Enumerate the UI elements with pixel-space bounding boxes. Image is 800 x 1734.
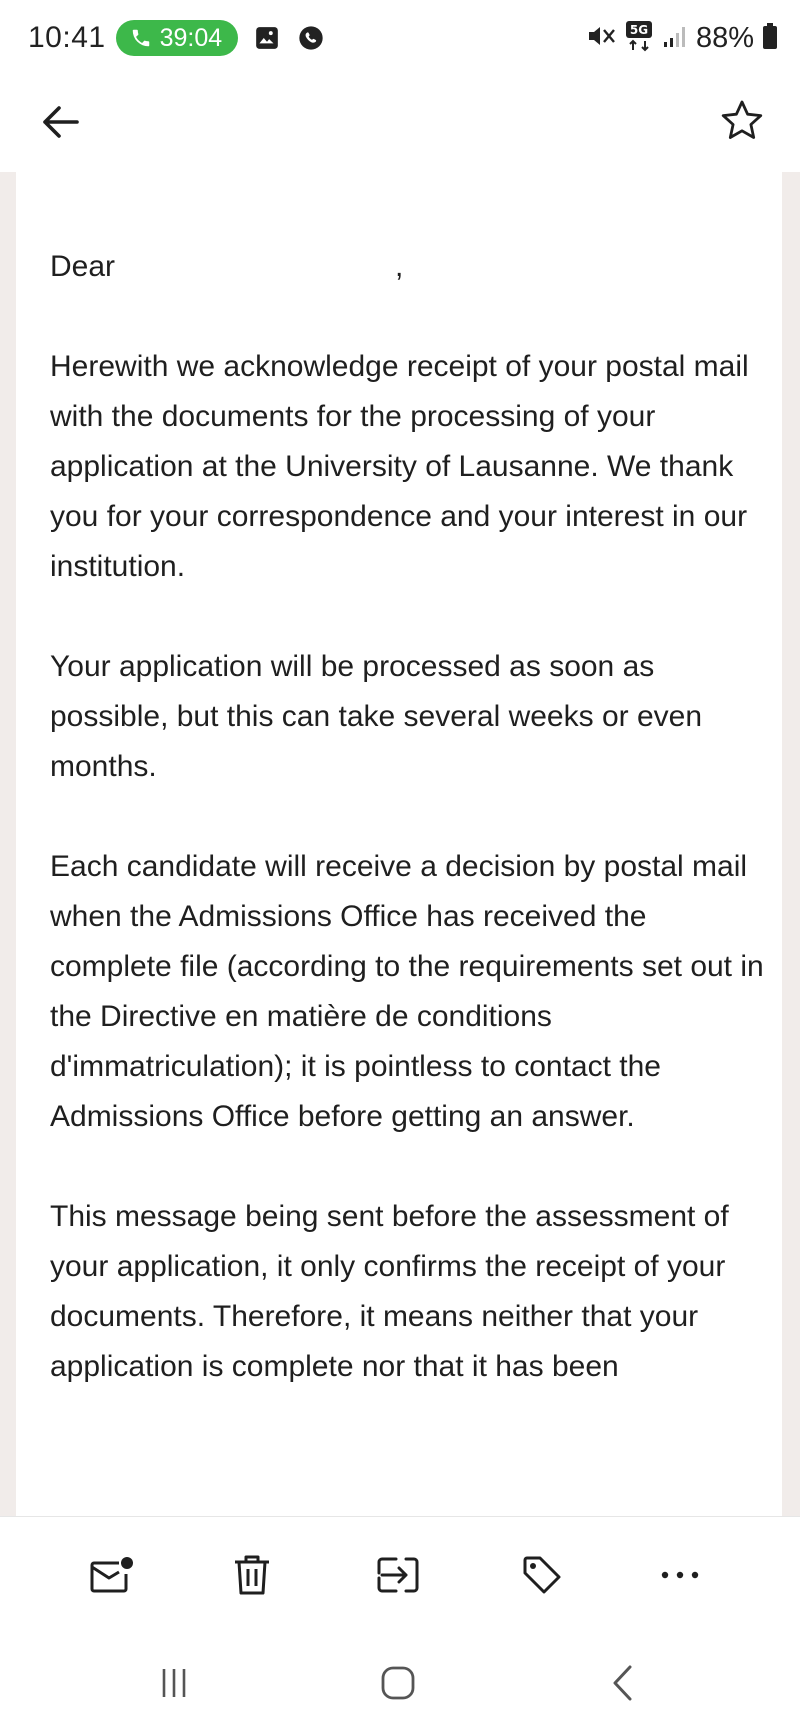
email-paragraph: This message being sent before the assessment of your application, it only confirms the receipt of your documents. Therefore, it means neither that your application is complete nor that it has been <box>50 1200 729 1383</box>
label-icon <box>521 1554 563 1596</box>
network-5g-label: 5G <box>629 22 649 37</box>
email-body-card[interactable] <box>16 172 782 1516</box>
clock: 10:41 <box>28 21 106 54</box>
move-icon <box>376 1555 420 1595</box>
star-icon <box>720 99 764 141</box>
status-bar <box>0 0 800 76</box>
more-icon <box>660 1570 700 1580</box>
phone-icon <box>130 27 152 49</box>
email-body <box>50 242 770 1392</box>
star-button[interactable] <box>716 94 768 146</box>
battery-percent: 88% <box>695 21 754 54</box>
whatsapp-icon <box>296 23 326 53</box>
email-paragraph: Your application will be processed as soon as possible, but this can take several weeks or even months. <box>50 650 703 783</box>
nav-back-button[interactable] <box>592 1658 652 1708</box>
mark-unread-icon <box>89 1555 135 1595</box>
greeting-line <box>50 242 770 292</box>
system-navigation-bar <box>0 1634 800 1734</box>
move-button[interactable] <box>368 1545 428 1605</box>
ongoing-call-chip[interactable] <box>116 20 239 56</box>
greeting-comma: , <box>395 250 404 283</box>
back-arrow-icon <box>41 105 79 139</box>
recent-apps-icon <box>158 1667 190 1699</box>
home-icon <box>380 1665 416 1701</box>
signal-icon <box>662 23 688 54</box>
email-paragraph: Herewith we acknowledge receipt of your postal mail with the documents for the processing of your application at the University of Lausanne. We thank you for your correspondence and your interest in our institution. <box>50 350 749 583</box>
email-viewer <box>0 172 800 1516</box>
battery-icon <box>762 22 778 55</box>
label-button[interactable] <box>512 1545 572 1605</box>
network-5g-icon <box>624 20 654 57</box>
call-timer: 39:04 <box>159 23 223 52</box>
email-paragraph: Each candidate will receive a decision by postal mail when the Admissions Office has received the complete file (according to the requirements set out in the Directive en matière de conditions d'immatriculation); it is pointless to contact the Admissions Office before getting an answer. <box>50 850 764 1133</box>
home-button[interactable] <box>368 1658 428 1708</box>
delete-button[interactable] <box>222 1545 282 1605</box>
app-bar <box>0 76 800 172</box>
email-action-toolbar <box>0 1516 800 1634</box>
gallery-icon <box>252 23 282 53</box>
back-button[interactable] <box>36 98 84 146</box>
more-options-button[interactable] <box>650 1545 710 1605</box>
recent-apps-button[interactable] <box>144 1658 204 1708</box>
greeting: Dear <box>50 250 116 283</box>
delete-icon <box>232 1553 272 1597</box>
back-icon <box>610 1664 634 1702</box>
mark-unread-button[interactable] <box>82 1545 142 1605</box>
mute-icon <box>586 22 616 55</box>
